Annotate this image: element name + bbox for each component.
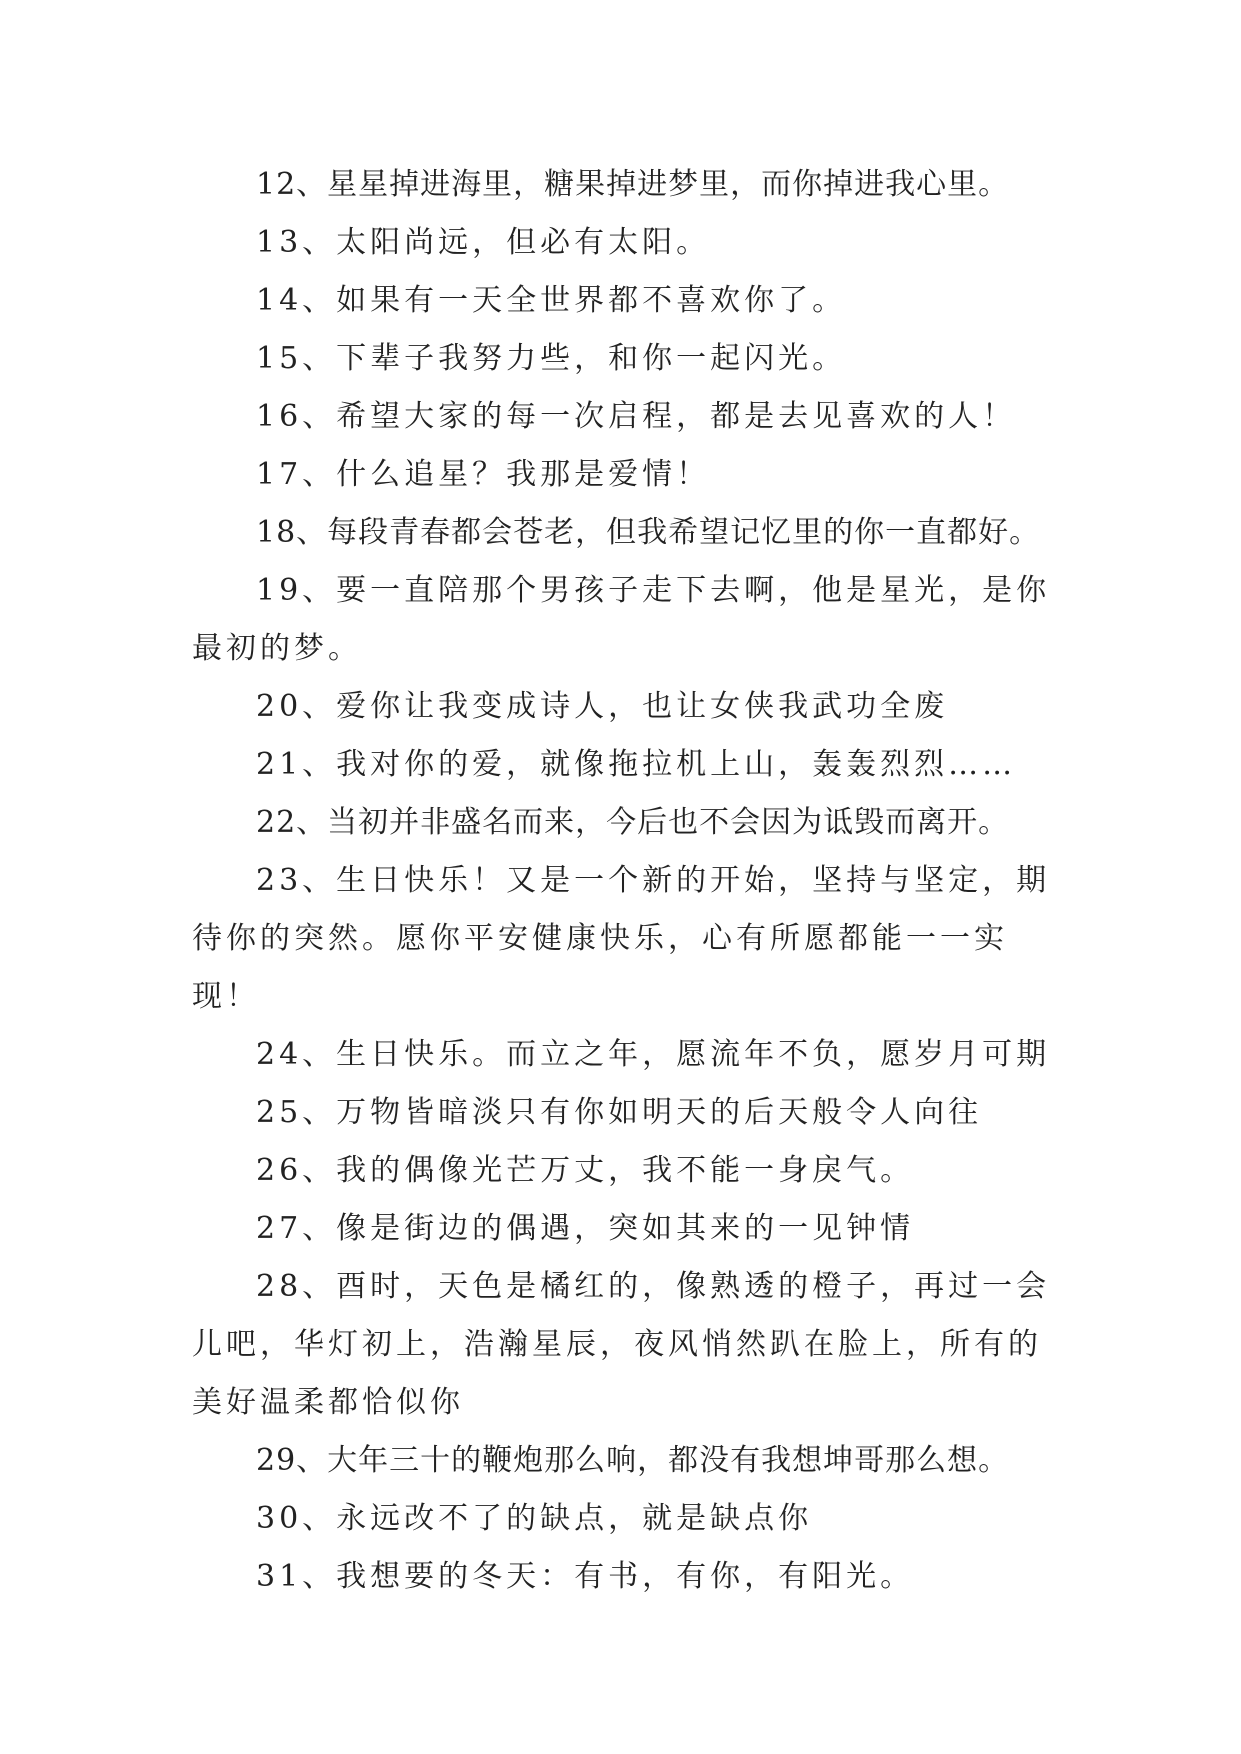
paragraph-12: 12、星星掉进海里，糖果掉进梦里，而你掉进我心里。	[256, 167, 1010, 202]
paragraph-21: 21、我对你的爱，就像拖拉机上山，轰轰烈烈……	[256, 747, 1017, 782]
paragraph-20: 20、爱你让我变成诗人，也让女侠我武功全废	[256, 689, 949, 724]
paragraph-28: 28、酉时，天色是橘红的，像熟透的橙子，再过一会儿吧，华灯初上，浩瀚星辰，夜风悄然趴在脸上，所有的美好温柔都恰似你	[192, 1269, 1051, 1420]
paragraph-23: 23、生日快乐！又是一个新的开始，坚持与坚定，期待你的突然。愿你平安健康快乐，心有所愿都能一一实现！	[192, 863, 1051, 1014]
paragraph-31: 31、我想要的冬天：有书，有你，有阳光。	[256, 1559, 915, 1594]
paragraph-29: 29、大年三十的鞭炮那么响，都没有我想坤哥那么想。	[256, 1443, 1010, 1478]
paragraph-16: 16、希望大家的每一次启程，都是去见喜欢的人！	[256, 399, 1017, 434]
paragraph-27: 27、像是街边的偶遇，突如其来的一见钟情	[256, 1211, 915, 1246]
paragraph-14: 14、如果有一天全世界都不喜欢你了。	[256, 283, 847, 318]
paragraph-26: 26、我的偶像光芒万丈，我不能一身戾气。	[256, 1153, 915, 1188]
paragraph-25: 25、万物皆暗淡只有你如明天的后天般令人向往	[256, 1095, 983, 1130]
paragraph-19: 19、要一直陪那个男孩子走下去啊，他是星光，是你最初的梦。	[192, 573, 1051, 666]
paragraph-15: 15、下辈子我努力些，和你一起闪光。	[256, 341, 847, 376]
paragraph-17: 17、什么追星？我那是爱情！	[256, 457, 711, 492]
paragraph-13: 13、太阳尚远，但必有太阳。	[256, 225, 711, 260]
paragraph-24: 24、生日快乐。而立之年，愿流年不负，愿岁月可期	[256, 1037, 1051, 1072]
paragraph-18: 18、每段青春都会苍老，但我希望记忆里的你一直都好。	[256, 515, 1041, 550]
paragraph-30: 30、永远改不了的缺点，就是缺点你	[256, 1501, 813, 1536]
document-body	[192, 156, 1072, 1606]
paragraph-22: 22、当初并非盛名而来，今后也不会因为诋毁而离开。	[256, 805, 1010, 840]
